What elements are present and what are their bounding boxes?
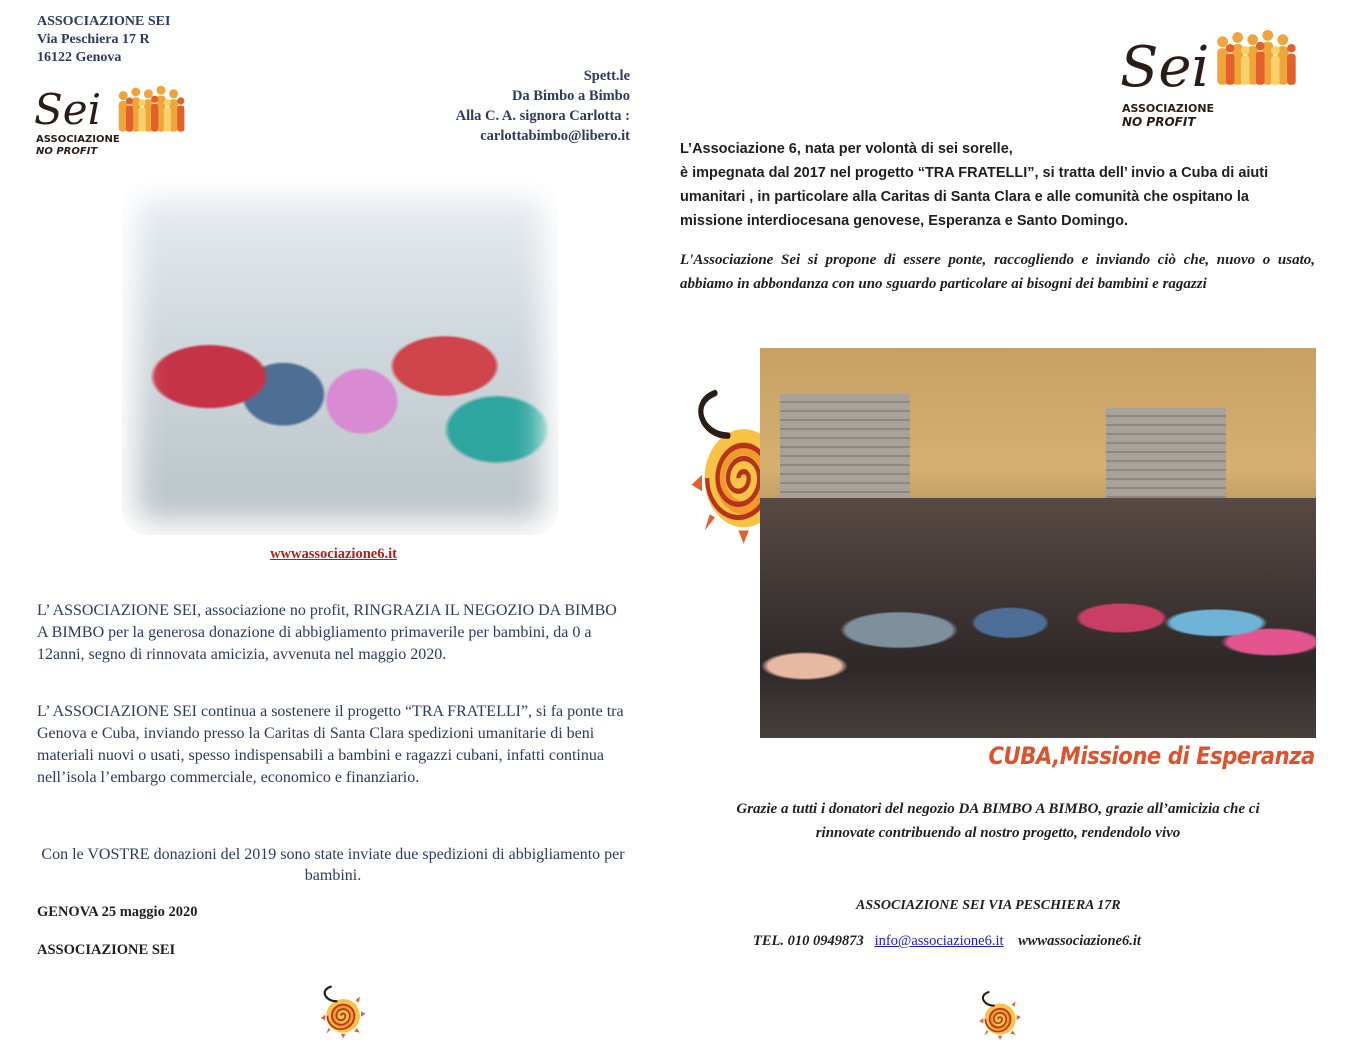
association-logo-right bbox=[1116, 18, 1302, 136]
recipient-email: carlottabimbo@libero.it bbox=[480, 128, 630, 144]
intro-line: umanitari , in particolare alla Caritas di Santa Clara e alle comunità che ospitano la bbox=[680, 189, 1249, 205]
logo-brand-text: Sei bbox=[1120, 35, 1210, 100]
intro-text bbox=[680, 137, 1268, 233]
recipient-address bbox=[456, 66, 630, 146]
thanks-line-1: Grazie a tutti i donatori del negozio DA BIMBO A BIMBO, grazie all’amicizia che ci bbox=[736, 801, 1260, 817]
thanks-to-donors bbox=[672, 797, 1324, 845]
recipient-line-2: Da Bimbo a Bimbo bbox=[511, 88, 630, 104]
logo-subtitle-2: NO PROFIT bbox=[36, 146, 98, 157]
association-logo-left bbox=[30, 80, 190, 158]
recipient-line-3: Alla C. A. signora Carlotta : bbox=[455, 108, 630, 124]
signature: ASSOCIAZIONE SEI bbox=[37, 942, 176, 958]
website-link-wrapper bbox=[0, 545, 667, 563]
sender-street: Via Peschiera 17 R bbox=[37, 32, 150, 47]
children-group-photo bbox=[122, 183, 558, 535]
photo-caption: CUBA,Missione di Esperanza bbox=[988, 742, 1315, 770]
photo-window-left bbox=[780, 394, 910, 514]
intro-line: è impegnata dal 2017 nel progetto “TRA FRATELLI”, si tratta dell’ invio a Cuba di aiuti bbox=[680, 165, 1269, 181]
swirl-logo-footer-right bbox=[971, 990, 1027, 1042]
logo-subtitle-2: NO PROFIT bbox=[1122, 115, 1196, 129]
mission-text: L'Associazione Sei si propone di essere ponte, raccogliendo e inviando ciò che, nuovo o usato, abbiamo in abbondanza con uno sguardo particolare ai bisogni dei bambini e ragazzi bbox=[680, 252, 1315, 292]
date-line: GENOVA 25 maggio 2020 bbox=[37, 904, 198, 920]
intro-line: missione interdiocesana genovese, Esperanza e Santo Domingo. bbox=[680, 213, 1129, 229]
telephone: TEL. 010 0949873 bbox=[753, 933, 864, 949]
sender-city: 16122 Genova bbox=[37, 50, 122, 65]
paragraph-1: L’ ASSOCIAZIONE SEI, associazione no profit, RINGRAZIA IL NEGOZIO DA BIMBO A BIMBO per la generosa donazione di abbigliamento primaverile per bambini, da 0 a 12anni, segno di rinnovata amicizia, avvenuta nel maggio 2020. bbox=[37, 602, 617, 663]
sender-name: ASSOCIAZIONE SEI bbox=[37, 14, 171, 29]
logo-brand-text: Sei bbox=[34, 85, 102, 134]
swirl-logo-footer-left bbox=[314, 982, 370, 1044]
intro-line: L’Associazione 6, nata per volontà di sei sorelle, bbox=[680, 141, 1013, 157]
email-link[interactable]: info@associazione6.it bbox=[874, 933, 1004, 949]
website-text[interactable]: wwwassociazione6.it bbox=[1018, 933, 1141, 949]
contact-line bbox=[753, 933, 1141, 950]
recipient-line-1: Spett.le bbox=[583, 68, 630, 84]
project-paragraph bbox=[37, 701, 627, 789]
donations-note bbox=[37, 844, 629, 886]
donations-note-text: Con le VOSTRE donazioni del 2019 sono state inviate due spedizioni di abbigliamento per bambini. bbox=[41, 846, 625, 884]
missione-esperanza-photo bbox=[760, 348, 1316, 738]
thanks-line-2: rinnovate contribuendo al nostro progetto, rendendolo vivo bbox=[815, 825, 1181, 841]
association-address: ASSOCIAZIONE SEI VIA PESCHIERA 17R bbox=[856, 898, 1121, 913]
photo-children-crowd bbox=[760, 498, 1316, 738]
logo-subtitle-1: ASSOCIAZIONE bbox=[36, 134, 120, 145]
mission-statement bbox=[680, 248, 1315, 296]
website-link[interactable]: wwwassociazione6.it bbox=[270, 546, 397, 562]
sender-address bbox=[37, 13, 170, 67]
logo-subtitle-1: ASSOCIAZIONE bbox=[1122, 102, 1215, 115]
paragraph-2: L’ ASSOCIAZIONE SEI continua a sostenere il progetto “TRA FRATELLI”, si fa ponte tra Genova e Cuba, inviando presso la Caritas di Santa Clara spedizioni umanitarie di beni materiali nuovi o usati, spesso indispensabili a bambini e ragazzi cubani, infatti continua nell’isola l’embargo commerciale, economico e finanziario. bbox=[37, 703, 624, 786]
thanks-paragraph bbox=[37, 600, 622, 666]
